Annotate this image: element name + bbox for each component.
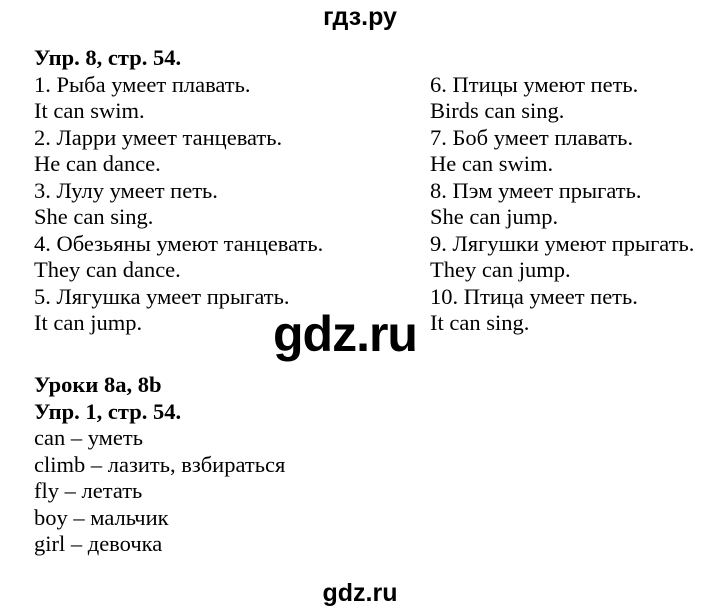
exercise-heading: Упр. 8, стр. 54. — [34, 45, 182, 70]
sentence-line: It can sing. — [430, 310, 530, 335]
vocab-line: can – уметь — [34, 425, 143, 450]
sentence-line: She can sing. — [34, 204, 154, 229]
sentence-line: 6. Птицы умеют петь. — [430, 71, 639, 97]
sentence-line: 10. Птица умеет петь. — [430, 283, 638, 309]
sentence-line: She can jump. — [430, 204, 559, 229]
sentence-line: 5. Лягушка умеет прыгать. — [34, 283, 290, 309]
exercise-heading: Упр. 1, стр. 54. — [34, 398, 182, 424]
site-header: гдз.ру — [323, 3, 397, 31]
sentence-line: They can dance. — [34, 257, 181, 282]
site-footer: gdz.ru — [322, 579, 398, 607]
sentence-line: It can jump. — [34, 310, 143, 335]
sentence-line: Birds can sing. — [430, 98, 565, 123]
sentence-line: It can swim. — [34, 98, 145, 123]
sentence-line: 8. Пэм умеет прыгать. — [430, 177, 642, 203]
watermark — [0, 304, 720, 364]
sentence-line: 3. Лулу умеет петь. — [34, 177, 218, 203]
lesson-section — [34, 372, 434, 558]
sentence-line: They can jump. — [430, 257, 571, 282]
sentence-line: He can dance. — [34, 151, 161, 176]
sentence-line: 7. Боб умеет плавать. — [430, 124, 634, 150]
vocab-line: fly – летать — [34, 478, 143, 503]
vocab-line: climb – лазить, взбираться — [34, 451, 286, 477]
sentence-line: He can swim. — [430, 151, 554, 176]
sentence-line: 9. Лягушки умеют прыгать. — [430, 230, 695, 256]
vocab-line: boy – мальчик — [34, 504, 169, 530]
lesson-title: Уроки 8a, 8b — [34, 372, 162, 397]
watermark-text: gdz.ru — [273, 306, 417, 362]
sentence-line: 1. Рыба умеет плавать. — [34, 71, 251, 97]
vocab-line: girl – девочка — [34, 531, 163, 556]
exercise-8-right-column — [430, 72, 720, 337]
exercise-8-left-column — [34, 45, 414, 337]
sentence-line: 2. Ларри умеет танцевать. — [34, 124, 283, 150]
sentence-line: 4. Обезьяны умеют танцевать. — [34, 230, 324, 256]
